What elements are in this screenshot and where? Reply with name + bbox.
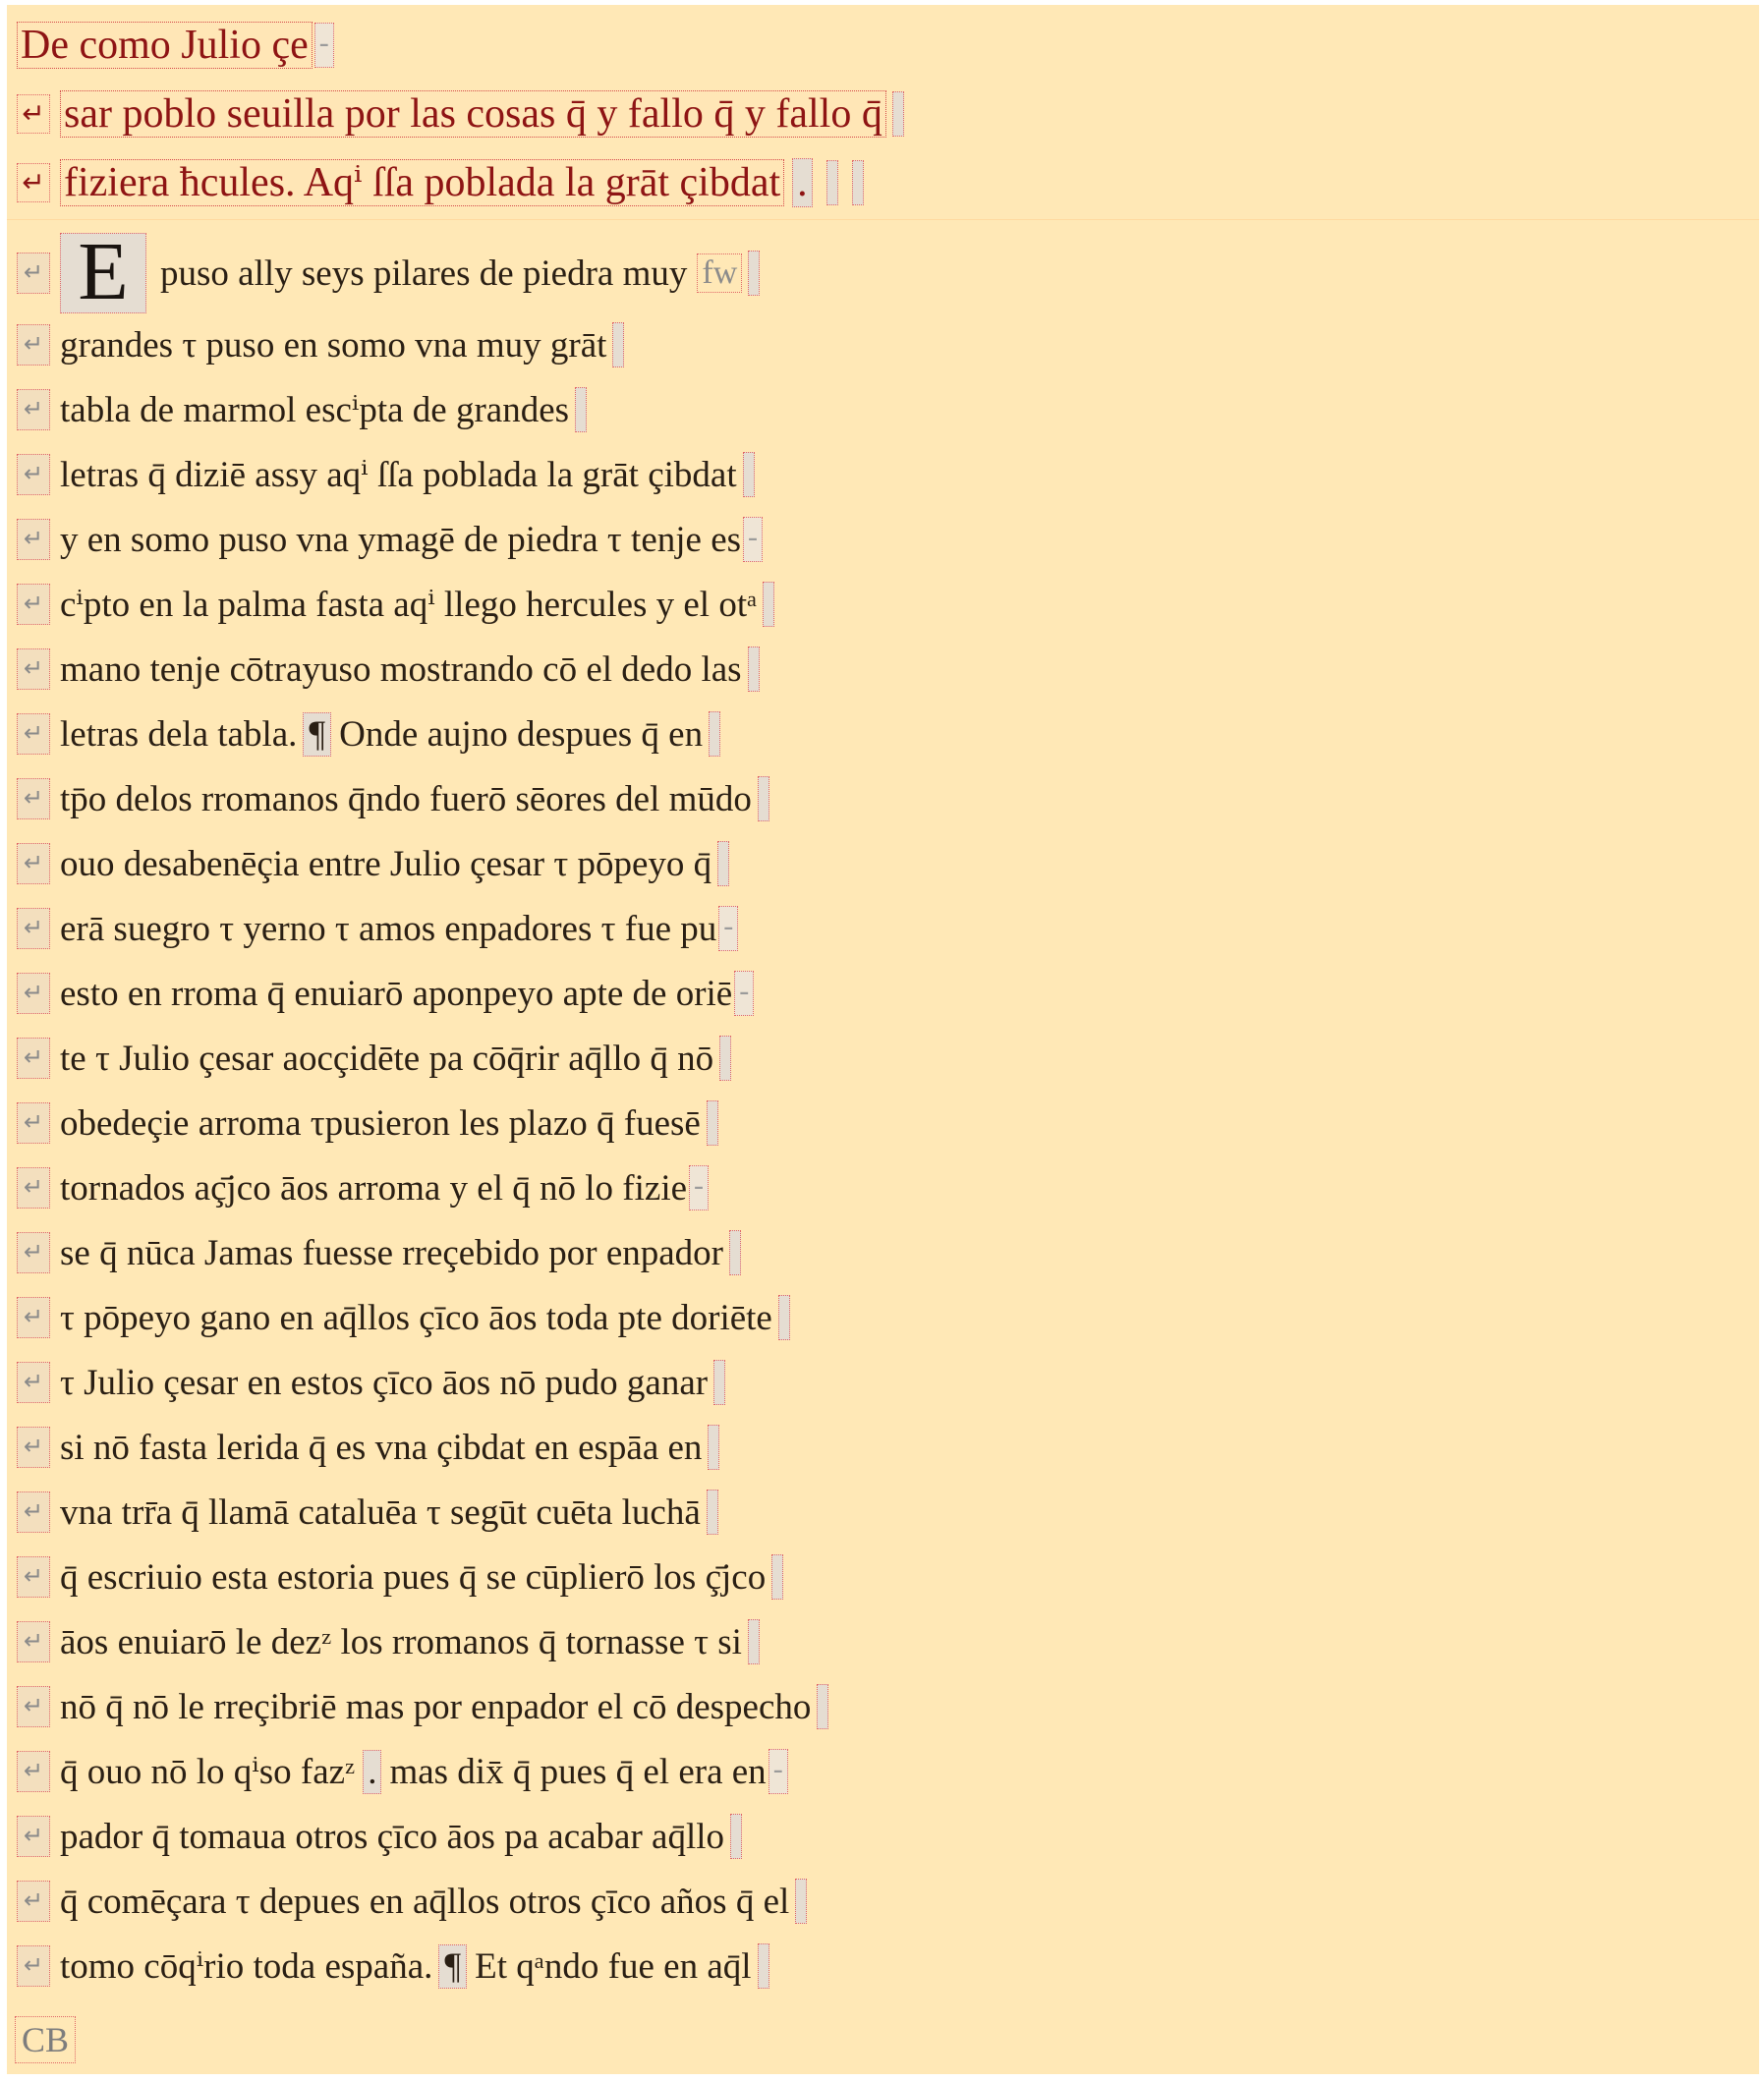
return-icon: ↵ [17, 1038, 50, 1079]
text-line-23 [17, 1679, 828, 1734]
line-text[interactable]: ouo desabenēçia entre Julio çesar τ pōpeyo q̄ [60, 843, 712, 884]
return-icon: ↵ [17, 713, 50, 755]
line-end-slot [763, 582, 774, 627]
line-text[interactable]: erā suegro τ yerno τ amos enpadores τ fue pu [60, 908, 717, 949]
heading-text-3[interactable]: fiziera ħcules. Aqⁱ ſſa poblada la grāt çibdat [60, 159, 784, 206]
text-line-7 [17, 642, 760, 697]
text-line-16 [17, 1225, 741, 1280]
line-end-slot [729, 1230, 741, 1275]
line-end-slot [826, 160, 838, 205]
line-end-slot [717, 841, 729, 886]
return-icon: ↵ [17, 778, 50, 819]
line-text[interactable]: te τ Julio çesar aocçidēte pa cōq̄rir aq̄llo q̄ nō [60, 1038, 714, 1079]
line-text[interactable]: nō q̄ nō le rreçibriē mas por enpador el cō despecho [60, 1686, 812, 1727]
return-icon: ↵ [17, 389, 50, 430]
pilcrow-mark: ¶ [438, 1944, 467, 1989]
return-icon: ↵ [17, 1297, 50, 1338]
line-end-slot [730, 1814, 742, 1859]
text-line-1 [17, 226, 760, 317]
line-end-slot [719, 1036, 731, 1081]
return-icon: ↵ [17, 1621, 50, 1662]
drop-cap[interactable]: E [60, 233, 146, 313]
line-text[interactable]: tornados aç̄jco āos arroma y el q̄ nō lo fizie [60, 1167, 688, 1209]
text-line-11 [17, 901, 738, 956]
line-end-slot [852, 160, 864, 205]
line-text[interactable]: obedeçie arroma τpusieron les plazo q̄ fuesē [60, 1102, 701, 1144]
return-icon: ↵ [17, 1232, 50, 1273]
return-icon: ↵ [17, 843, 50, 884]
text-line-10 [17, 836, 729, 891]
return-icon: ↵ [17, 1751, 50, 1792]
return-icon: ↵ [17, 253, 50, 294]
return-icon: ↵ [17, 1491, 50, 1533]
line-text[interactable]: se q̄ nūca Jamas fuesse rreçebido por enpador [60, 1232, 723, 1273]
heading-line-3 [17, 158, 864, 207]
line-text[interactable]: Et qᵃndo fue en aq̄l [475, 1945, 752, 1987]
text-line-27 [17, 1939, 769, 1994]
text-line-19 [17, 1420, 719, 1475]
return-icon: ↵ [17, 94, 50, 134]
line-text[interactable]: τ pōpeyo gano en aq̄llos çīco āos toda pte doriēte [60, 1297, 772, 1338]
return-icon: ↵ [17, 973, 50, 1014]
period-mark: . [792, 158, 813, 207]
heading-line-1 [17, 21, 334, 70]
line-end-slot [709, 711, 720, 757]
line-text[interactable]: q̄ comēçara τ depues en aq̄llos otros çīco años q̄ el [60, 1881, 790, 1922]
text-line-21 [17, 1549, 783, 1604]
text-line-3 [17, 382, 587, 437]
line-end-slot [748, 251, 760, 296]
transcription-page [7, 5, 1759, 2074]
line-text[interactable]: esto en rroma q̄ enuiarō aponpeyo apte de oriē [60, 973, 733, 1014]
text-line-5 [17, 512, 763, 567]
return-icon: ↵ [17, 163, 50, 202]
hyphen-marker: - [734, 971, 754, 1016]
return-icon: ↵ [17, 324, 50, 366]
line-text[interactable]: q̄ escriuio esta estoria pues q̄ se cūplierō los ç̄jco [60, 1556, 767, 1598]
return-icon: ↵ [17, 1945, 50, 1987]
period-mark: . [363, 1750, 381, 1794]
line-end-slot [713, 1360, 725, 1405]
heading-line-2 [17, 89, 904, 139]
line-end-slot [795, 1879, 807, 1924]
line-end-slot [743, 452, 755, 497]
text-line-4 [17, 447, 755, 502]
line-text[interactable]: τ Julio çesar en estos çīco āos nō pudo ganar [60, 1362, 709, 1403]
line-text[interactable]: Onde aujno despues q̄ en [339, 713, 704, 755]
text-line-25 [17, 1809, 742, 1864]
line-end-slot [892, 91, 904, 137]
return-icon: ↵ [17, 454, 50, 495]
text-line-18 [17, 1355, 725, 1410]
hyphen-marker: - [718, 906, 738, 951]
text-line-15 [17, 1160, 709, 1215]
line-text[interactable]: mano tenje cōtrayuso mostrando cō el dedo las [60, 648, 742, 690]
fw-tag[interactable]: fw [697, 253, 742, 293]
line-end-slot [575, 387, 587, 432]
text-line-24 [17, 1744, 788, 1799]
line-end-slot [771, 1554, 783, 1600]
return-icon: ↵ [17, 1816, 50, 1857]
line-text[interactable]: āos enuiarō le dezᶻ los rromanos q̄ tornasse τ si [60, 1621, 742, 1662]
line-end-slot [708, 1425, 719, 1470]
text-line-9 [17, 771, 769, 826]
text-line-8 [17, 706, 720, 761]
line-text[interactable]: letras q̄ diziē assy aqⁱ ſſa poblada la grāt çibdat [60, 455, 737, 495]
return-icon: ↵ [17, 1427, 50, 1468]
text-line-2 [17, 317, 624, 372]
line-end-slot [707, 1100, 718, 1146]
return-icon: ↵ [17, 1686, 50, 1727]
line-text[interactable]: mas dix̄ q̄ pues q̄ el era en [389, 1751, 767, 1792]
line-text[interactable]: vna trr̄a q̄ llamā cataluēa τ segūt cuēta luchā [60, 1491, 701, 1533]
hyphen-marker: - [743, 517, 763, 562]
return-icon: ↵ [17, 1362, 50, 1403]
line-text[interactable]: letras dela tabla. [60, 713, 298, 755]
return-icon: ↵ [17, 584, 50, 625]
line-text[interactable]: q̄ ouo nō lo qⁱso fazᶻ [60, 1752, 356, 1792]
text-line-12 [17, 966, 754, 1021]
return-icon: ↵ [17, 1881, 50, 1922]
line-text[interactable]: tomo cōqⁱrio toda españa. [60, 1946, 433, 1987]
line-text[interactable]: tp̄o delos rromanos q̄ndo fuerō sēores del mūdo [60, 778, 752, 819]
return-icon: ↵ [17, 1102, 50, 1144]
text-line-22 [17, 1614, 760, 1669]
line-end-slot [748, 647, 760, 692]
line-end-slot [612, 322, 624, 367]
return-icon: ↵ [17, 648, 50, 690]
return-icon: ↵ [17, 908, 50, 949]
line-text[interactable]: cⁱpto en la palma fasta aqⁱ llego hercules y el otᵃ [60, 585, 758, 625]
column-break-tag[interactable]: CB [15, 2016, 76, 2063]
text-line-20 [17, 1485, 718, 1540]
text-line-26 [17, 1874, 807, 1929]
hyphen-marker: - [314, 23, 334, 68]
return-icon: ↵ [17, 1167, 50, 1209]
line-end-slot [707, 1490, 718, 1535]
heading-text-1[interactable]: De como Julio çe [17, 22, 313, 69]
line-end-slot [817, 1684, 828, 1729]
text-line-6 [17, 577, 774, 632]
hyphen-marker: - [689, 1165, 709, 1210]
line-end-slot [758, 776, 769, 821]
text-line-17 [17, 1290, 790, 1345]
pilcrow-mark: ¶ [303, 712, 331, 757]
line-text[interactable]: pador q̄ tomaua otros çīco āos pa acabar aq̄llo [60, 1816, 725, 1857]
heading-text-2[interactable]: sar poblo seuilla por las cosas q̄ y fallo q̄ y fallo q̄ [60, 90, 886, 138]
line-text[interactable]: y en somo puso vna ymagē de piedra τ tenje es [60, 519, 742, 560]
return-icon: ↵ [17, 1556, 50, 1598]
heading-block [7, 5, 1759, 220]
text-line-14 [17, 1096, 718, 1151]
line-end-slot [758, 1943, 769, 1989]
line-text[interactable]: puso ally seys pilares de piedra muy [160, 253, 688, 294]
line-end-slot [778, 1295, 790, 1340]
return-icon: ↵ [17, 519, 50, 560]
line-text[interactable]: si nō fasta lerida q̄ es vna çibdat en espāa en [60, 1427, 703, 1468]
line-text[interactable]: grandes τ puso en somo vna muy grāt [60, 324, 607, 366]
line-text[interactable]: tabla de marmol escⁱpta de grandes [60, 390, 570, 430]
text-line-13 [17, 1031, 731, 1086]
line-end-slot [748, 1619, 760, 1664]
hyphen-marker: - [768, 1749, 788, 1794]
